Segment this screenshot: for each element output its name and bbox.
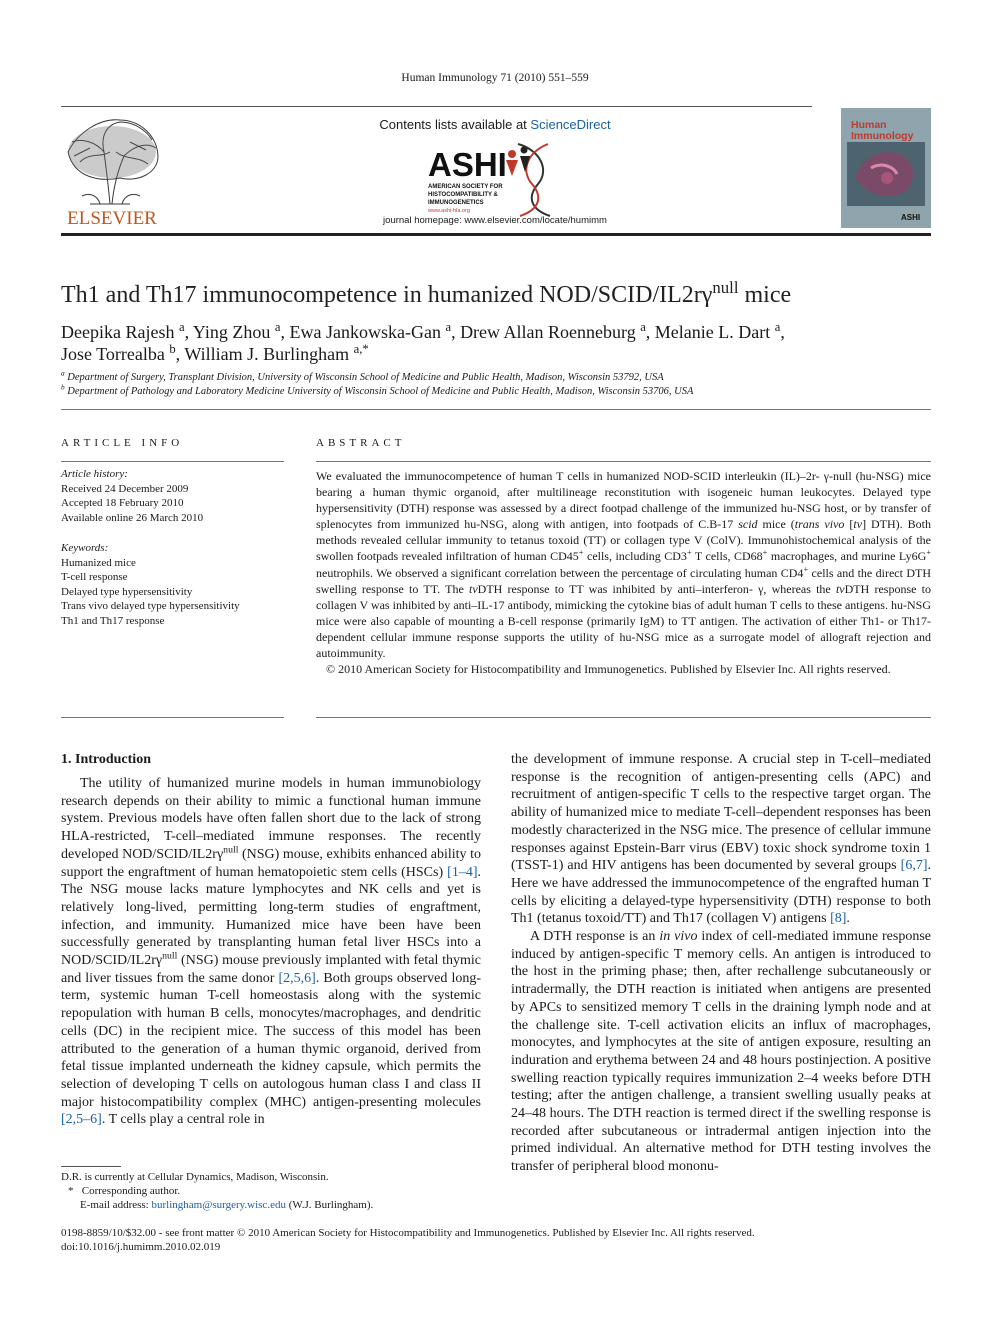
author-affiliation-mark: a (774, 320, 781, 334)
author: Ewa Jankowska-Gan (289, 322, 441, 342)
author-affiliation-mark: a (178, 320, 185, 334)
paragraph: A DTH response is an in vivo index of cell-mediated immune response induced by antigen-specific T memory cells. An antigen is introduced to the host in the priming phase; then, after rechallenge subcutaneously or intradermally, the DTH reaction is initiated when antigens are presented by APCs to sensitized memory T cells in the draining lymph node and at the challenge site. T-cell activation elicits an influx of macrophages, monocytes, and lymphocytes at the site of antigen exposure, resulting an induration and erythema between 24 and 48 hours postinjection. A positive swelling reaction typically requires immunization 2–4 weeks before DTH testing; after the antigen challenge, a transient swelling usually peaks at 24–48 hours. The DTH reaction is termed direct if the swelling response is recorded after subcutaneous or intradermal antigen injection into the primed individual. An alternative method for DTH testing involves the transfer of peripheral blood mononu- (511, 929, 931, 1175)
author-affiliation-mark: b (169, 342, 176, 356)
article-info-rule (61, 461, 284, 462)
history-online: Available online 26 March 2010 (61, 511, 204, 524)
section-heading-introduction: 1. Introduction (61, 752, 151, 767)
author-affiliation-mark: a,* (353, 342, 369, 356)
keyword: Th1 and Th17 response (61, 614, 165, 627)
dna-helix-icon (506, 144, 550, 216)
elsevier-wordmark: ELSEVIER (67, 208, 157, 228)
article-info-label: ARTICLE INFO (61, 437, 184, 449)
contents-line (300, 117, 690, 132)
svg-text:AMERICAN SOCIETY FOR: AMERICAN SOCIETY FOR (428, 184, 503, 190)
body-column-left (61, 775, 481, 1129)
author-affiliation-mark: a (445, 320, 452, 334)
keywords-label: Keywords: (61, 542, 109, 554)
keyword: Trans vivo delayed type hypersensitivity (61, 600, 240, 612)
affiliation-a: $^a$ Department of Surgery, Transplant Division, University of Wisconsin School of Medicine and Public Health, Madison, Wisconsin 53792, USA (61, 368, 664, 383)
cover-image (841, 108, 931, 228)
title-end: mice (738, 282, 792, 308)
keyword: Delayed type hypersensitivity (61, 585, 193, 598)
email-link[interactable]: burlingham@surgery.wisc.edu (151, 1199, 286, 1211)
abstract-rule (316, 461, 931, 462)
cover-ashi-logo: ASHI (901, 213, 921, 222)
author-affiliation-mark: a (640, 320, 646, 334)
sciencedirect-link[interactable]: ScienceDirect (530, 117, 611, 132)
keyword: T-cell response (61, 571, 128, 583)
cover-title-line2: Immunology (851, 130, 914, 142)
citation-link[interactable]: [2,5,6] (278, 970, 316, 986)
authors-line-1: Deepika Rajesh $^a$, Ying Zhou $^a$, Ewa Jankowska-Gan $^a$, Drew Allan Roenneburg $^a$, Melanie L. Dart $^a$, (61, 320, 785, 342)
ashi-logo (420, 140, 570, 218)
article-title (61, 278, 792, 309)
elsevier-logo (60, 112, 164, 228)
article-history (61, 467, 291, 525)
author: Drew Allan Roenneburg (460, 322, 636, 342)
paragraph: the development of immune response. A crucial step in T-cell–mediated response is the recognition of antigen-presenting cells (APC) and recruitment of antigen-specific T cells to the respective target organ. The ability of humanized mice to mediate T-cell–dependent responses has been modestly characterized in the NSG mice. The presence of cellular immune responses against Epstein-Barr virus (EBV) toxic shock syndrome toxin 1 (TSST-1) and HIV antigens has been documented by several groups [6,7]. Here we have addressed the immunocompetence of the engrafted human T cells by eliciting a delayed-type hypersensitivity (DTH) response to both Th1 (tetanus toxoid/TT) and Th17 (collagen V) antigens [8]. (511, 752, 931, 927)
authors-line-2: Jose Torrealba $^b$, William J. Burlingham $^{a,*}$ (61, 342, 369, 364)
keyword: Humanized mice (61, 556, 136, 569)
abstract-label: ABSTRACT (316, 437, 406, 449)
history-label: Article history: (61, 468, 128, 480)
affiliation-b: $^b$ Department of Pathology and Laboratory Medicine University of Wisconsin School of Medicine and Public Health, Madison, Wisconsin 53706, USA (61, 382, 694, 397)
ashi-wordmark: ASHI (428, 146, 507, 183)
abstract-rule-bottom (316, 717, 931, 718)
svg-text:IMMUNOGENETICS: IMMUNOGENETICS (428, 200, 484, 206)
journal-citation: Human Immunology 71 (2010) 551–559 (401, 72, 589, 84)
ashi-url: www.ashi-hla.org (428, 208, 470, 214)
title-main: Th1 and Th17 immunocompetence in humanized NOD/SCID/IL2rγ (61, 282, 713, 308)
header-rule (61, 106, 812, 107)
author: Jose Torrealba (61, 344, 165, 364)
citation-link[interactable]: [6,7] (900, 858, 928, 874)
citation-link[interactable]: [2,5–6] (61, 1112, 102, 1128)
section-divider (61, 409, 931, 410)
footnote-rule (61, 1166, 121, 1167)
cover-title-line1: Human (851, 119, 887, 131)
history-received: Received 24 December 2009 (61, 482, 189, 495)
keywords (61, 541, 291, 628)
footnote-email: E-mail address: burlingham@surgery.wisc.edu (W.J. Burlingham). (80, 1199, 374, 1211)
citation-link[interactable]: [1–4] (447, 864, 478, 880)
contents-prefix: Contents lists available at (379, 117, 531, 132)
paragraph: The utility of humanized murine models in human immunobiology research depends on their ability to mimic a functional human immune system. Previous models have often fallen short due to the lack of strong HLA-restricted, T-cell–mediated immune responses. The recently developed NOD/$SCID/IL2r\gamma^{null}$ (NSG) mouse, exhibits enhanced ability to support the engraftment of human hematopoietic stem cells (HSCs) [1–4]. The NSG mouse lacks mature lymphocytes and NK cells and yet is relatively long-lived, permitting long-term studies of engraftment, infection, and immunity. Humanized mice have been have been successfully generated by transplanting human fetal liver HSCs into a NOD/$SCID/IL2r\gamma^{null}$ (NSG) mouse previously implanted with fetal thymic and liver tissues from the same donor [2,5,6]. Both groups observed long-term, systemic human T-cell homeostasis along with the systemic repopulation with human B cells, monocytes/macrophages, and dendritic cells (DC) in the recipient mice. The success of this model has been attributed to the generation of a human thymic organoid, derived from fetal tissue implanted underneath the kidney capsule, which permits the selection of developing T cells on autologous human class I and class II major histocompatibility complex (MHC) antigen-presenting molecules [2,5–6]. T cells play a central role in (61, 776, 482, 1128)
body-column-right (511, 751, 931, 1176)
copyright-line: © 2010 American Society for Histocompatibility and Immunogenetics. Published by Elsevier Inc. All rights reserved. (326, 662, 891, 677)
footnote-present-address: D.R. is currently at Cellular Dynamics, Madison, Wisconsin. (61, 1171, 329, 1183)
article-info-rule-bottom (61, 717, 284, 718)
footnote-corresponding: * Corresponding author. (68, 1185, 181, 1197)
abstract-body: We evaluated the immunocompetence of human T cells in humanized NOD-SCID interleukin (IL)–2r- γ-null (hu-NSG) mice bearing a human thymic organoid, after multilineage reconstitution with isogeneic human leukocytes. Delayed type hypersensitivity (DTH) response was assessed by a direct footpad challenge of the immunized hu-NSG host, or by transfer of splenocytes from immunized hu-NSG, along with antigen, into footpads of C.B-17 scid mice (trans vivo [tv] DTH). Both methods revealed cellular immunity to tetanus toxoid (TT) or collagen type V (ColV). Immunohistochemical analysis of the swollen footpads revealed infiltration of human CD45+ cells, including CD3+ T cells, CD68+ macrophages, and murine Ly6G+ neutrophils. We observed a significant correlation between the percentage of circulating human CD4+ cells and the direct DTH swelling response to TT. The tvDTH response to TT was inhibited by anti–interferon- γ, whereas the tvDTH response to collagen V was inhibited by anti–IL-17 antibody, mimicking the cytokine bias of adult human T cells to these antigens. hu-NSG mice were also capable of mounting a B-cell response (primarily IgM) to TT antigen. The activation of either Th1- or Th17-dependent cellular immune response supports the utility of hu-NSG mice as a surrogate model of allograft rejection and autoimmunity. © 2010 American Society for Histocompatibility and Immunogenetics. Published by Elsevier Inc. All rights reserved. (316, 469, 932, 677)
doi-line[interactable]: doi:10.1016/j.humimm.2010.02.019 (61, 1241, 221, 1253)
elsevier-tree-icon (60, 112, 164, 228)
author-affiliation-mark: a (274, 320, 281, 334)
issn-line: 0198-8859/10/$32.00 - see front matter © 2010 American Society for Histocompatibility and Immunogenetics. Published by Elsevier Inc. All rights reserved. (61, 1227, 755, 1239)
svg-text:HISTOCOMPATIBILITY &: HISTOCOMPATIBILITY & (428, 192, 498, 198)
journal-homepage-line[interactable]: journal homepage: www.elsevier.com/locate/humimm (383, 215, 607, 226)
title-superscript: null (712, 278, 739, 297)
history-accepted: Accepted 18 February 2010 (61, 497, 184, 509)
author: William J. Burlingham (184, 344, 350, 364)
header-thick-rule (61, 233, 931, 236)
author: Ying Zhou (192, 322, 271, 342)
author: Deepika Rajesh (61, 322, 175, 342)
citation-link[interactable]: [8] (830, 911, 847, 927)
journal-cover-thumbnail (841, 108, 931, 228)
author: Melanie L. Dart (654, 322, 771, 342)
